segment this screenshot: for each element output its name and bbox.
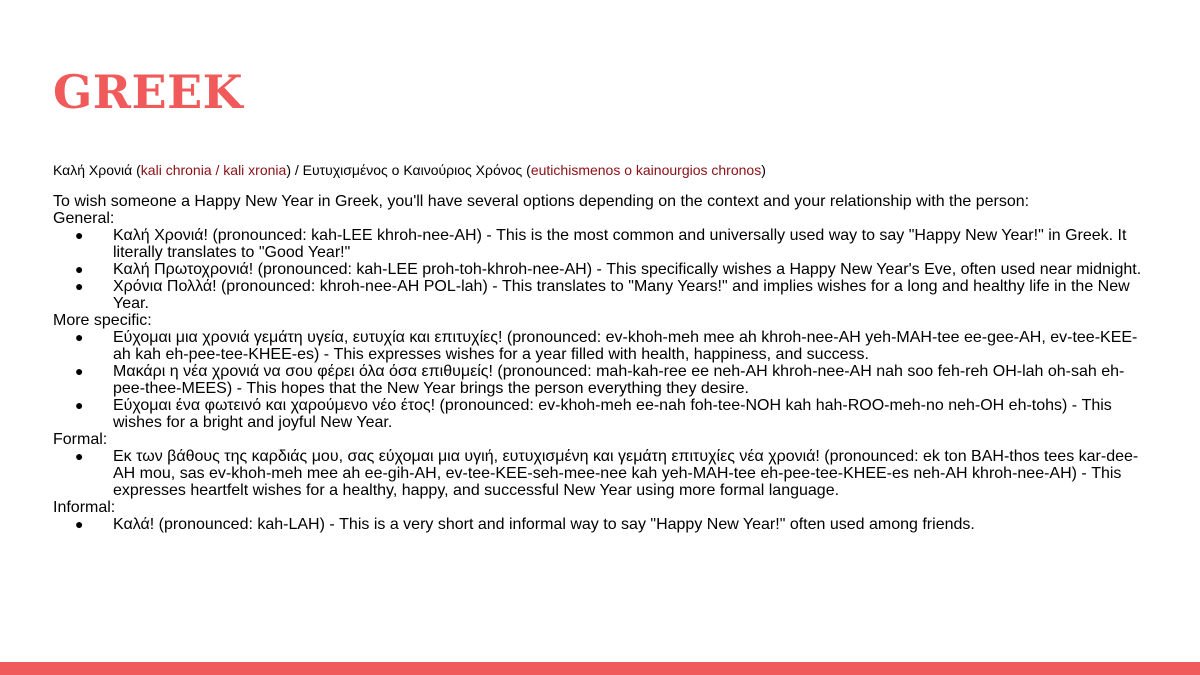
- informal-list: [53, 516, 1153, 533]
- list-item-text: Εκ των βάθους της καρδιάς μου, σας εύχομαι μια υγιή, ευτυχισμένη και γεμάτη επιτυχίες νέα χρονιά! (pronounced: ek ton BAH-thos tees kar-dee-AH mou, sas ev-khoh-meh mee ah ee-gih-AH, ev-tee-KEE-seh-mee-nee kah yeh-MAH-tee eh-pee-tee-KHEE-es neh-AH khroh-nee-AH) - This expresses heartfelt wishes for a healthy, happy, and successful New Year using more formal language.: [113, 448, 1139, 499]
- intro-text: To wish someone a Happy New Year in Greek, you'll have several options depending on the context and your relationship with the person:: [53, 193, 1030, 210]
- greek-greeting-2: Ευτυχισμένος ο Καινούριος Χρόνος: [302, 162, 523, 178]
- list-item-text: Μακάρι η νέα χρονιά να σου φέρει όλα όσα επιθυμείς! (pronounced: mah-kah-ree ee neh-AH khroh-nee-AH nah soo feh-reh OH-lah oh-sah eh-pee-thee-MEES) - This hopes that the New Year brings the person everything they desire.: [113, 363, 1125, 397]
- greek-greetings-line: [53, 161, 766, 179]
- list-item-text: Καλή Πρωτοχρονιά! (pronounced: kah-LEE proh-toh-khroh-nee-AH) - This specifically wishes a Happy New Year's Eve, often used near midnight.: [113, 261, 1142, 278]
- romanization-1: kali chronia / kali xronia: [140, 162, 287, 178]
- bullet-icon: ●: [75, 397, 84, 413]
- list-item: [53, 516, 1153, 533]
- list-item-text: Καλά! (pronounced: kah-LAH) - This is a very short and informal way to say "Happy New Year!" often used among friends.: [113, 516, 975, 533]
- bullet-icon: ●: [75, 329, 84, 345]
- more-specific-list: [53, 329, 1153, 431]
- bullet-icon: ●: [75, 278, 84, 294]
- open-paren-1: (: [132, 162, 141, 178]
- slide-title: GREEK: [53, 65, 244, 119]
- bullet-icon: ●: [75, 448, 84, 464]
- greeting-separator: /: [290, 162, 303, 178]
- formal-list: [53, 448, 1153, 499]
- section-label-general: General:: [53, 210, 115, 227]
- list-item-text: Εύχομαι μια χρονιά γεμάτη υγεία, ευτυχία και επιτυχίες! (pronounced: ev-khoh-meh mee ah khroh-nee-AH yeh-MAH-tee ee-gee-AH, ev-tee-KEE-ah kah eh-pee-tee-KHEE-es) - This expresses wishes for a year filled with health, happiness, and success.: [113, 329, 1138, 363]
- bullet-icon: ●: [75, 516, 84, 532]
- close-paren-1: ): [286, 162, 291, 178]
- list-item: [53, 227, 1153, 261]
- list-item-text: Καλή Χρονιά! (pronounced: kah-LEE khroh-nee-AH) - This is the most common and universally used way to say "Happy New Year!" in Greek. It literally translates to "Good Year!": [113, 227, 1127, 261]
- list-item: [53, 329, 1153, 363]
- general-list: [53, 227, 1153, 312]
- close-paren-2: ): [761, 162, 766, 178]
- section-label-formal: Formal:: [53, 431, 108, 448]
- list-item: [53, 448, 1153, 499]
- romanization-2: eutichismenos o kainourgios chronos: [530, 162, 762, 178]
- list-item: [53, 261, 1153, 278]
- bottom-accent-bar: [0, 662, 1200, 675]
- section-label-informal: Informal:: [53, 499, 116, 516]
- content-body: [53, 193, 1153, 533]
- open-paren-2: (: [522, 162, 531, 178]
- list-item-text: Χρόνια Πολλά! (pronounced: khroh-nee-AH POL-lah) - This translates to "Many Years!" and implies wishes for a long and healthy life in the New Year.: [113, 278, 1130, 312]
- section-label-more-specific: More specific:: [53, 312, 152, 329]
- list-item: [53, 278, 1153, 312]
- list-item-text: Εύχομαι ένα φωτεινό και χαρούμενο νέο έτος! (pronounced: ev-khoh-meh ee-nah foh-tee-NOH kah hah-ROO-meh-no neh-OH eh-tohs) - This wishes for a bright and joyful New Year.: [113, 397, 1112, 431]
- list-item: [53, 363, 1153, 397]
- greek-greeting-1: Καλή Χρονιά: [53, 162, 133, 178]
- bullet-icon: ●: [75, 363, 84, 379]
- list-item: [53, 397, 1153, 431]
- bullet-icon: ●: [75, 261, 84, 277]
- bullet-icon: ●: [75, 227, 84, 243]
